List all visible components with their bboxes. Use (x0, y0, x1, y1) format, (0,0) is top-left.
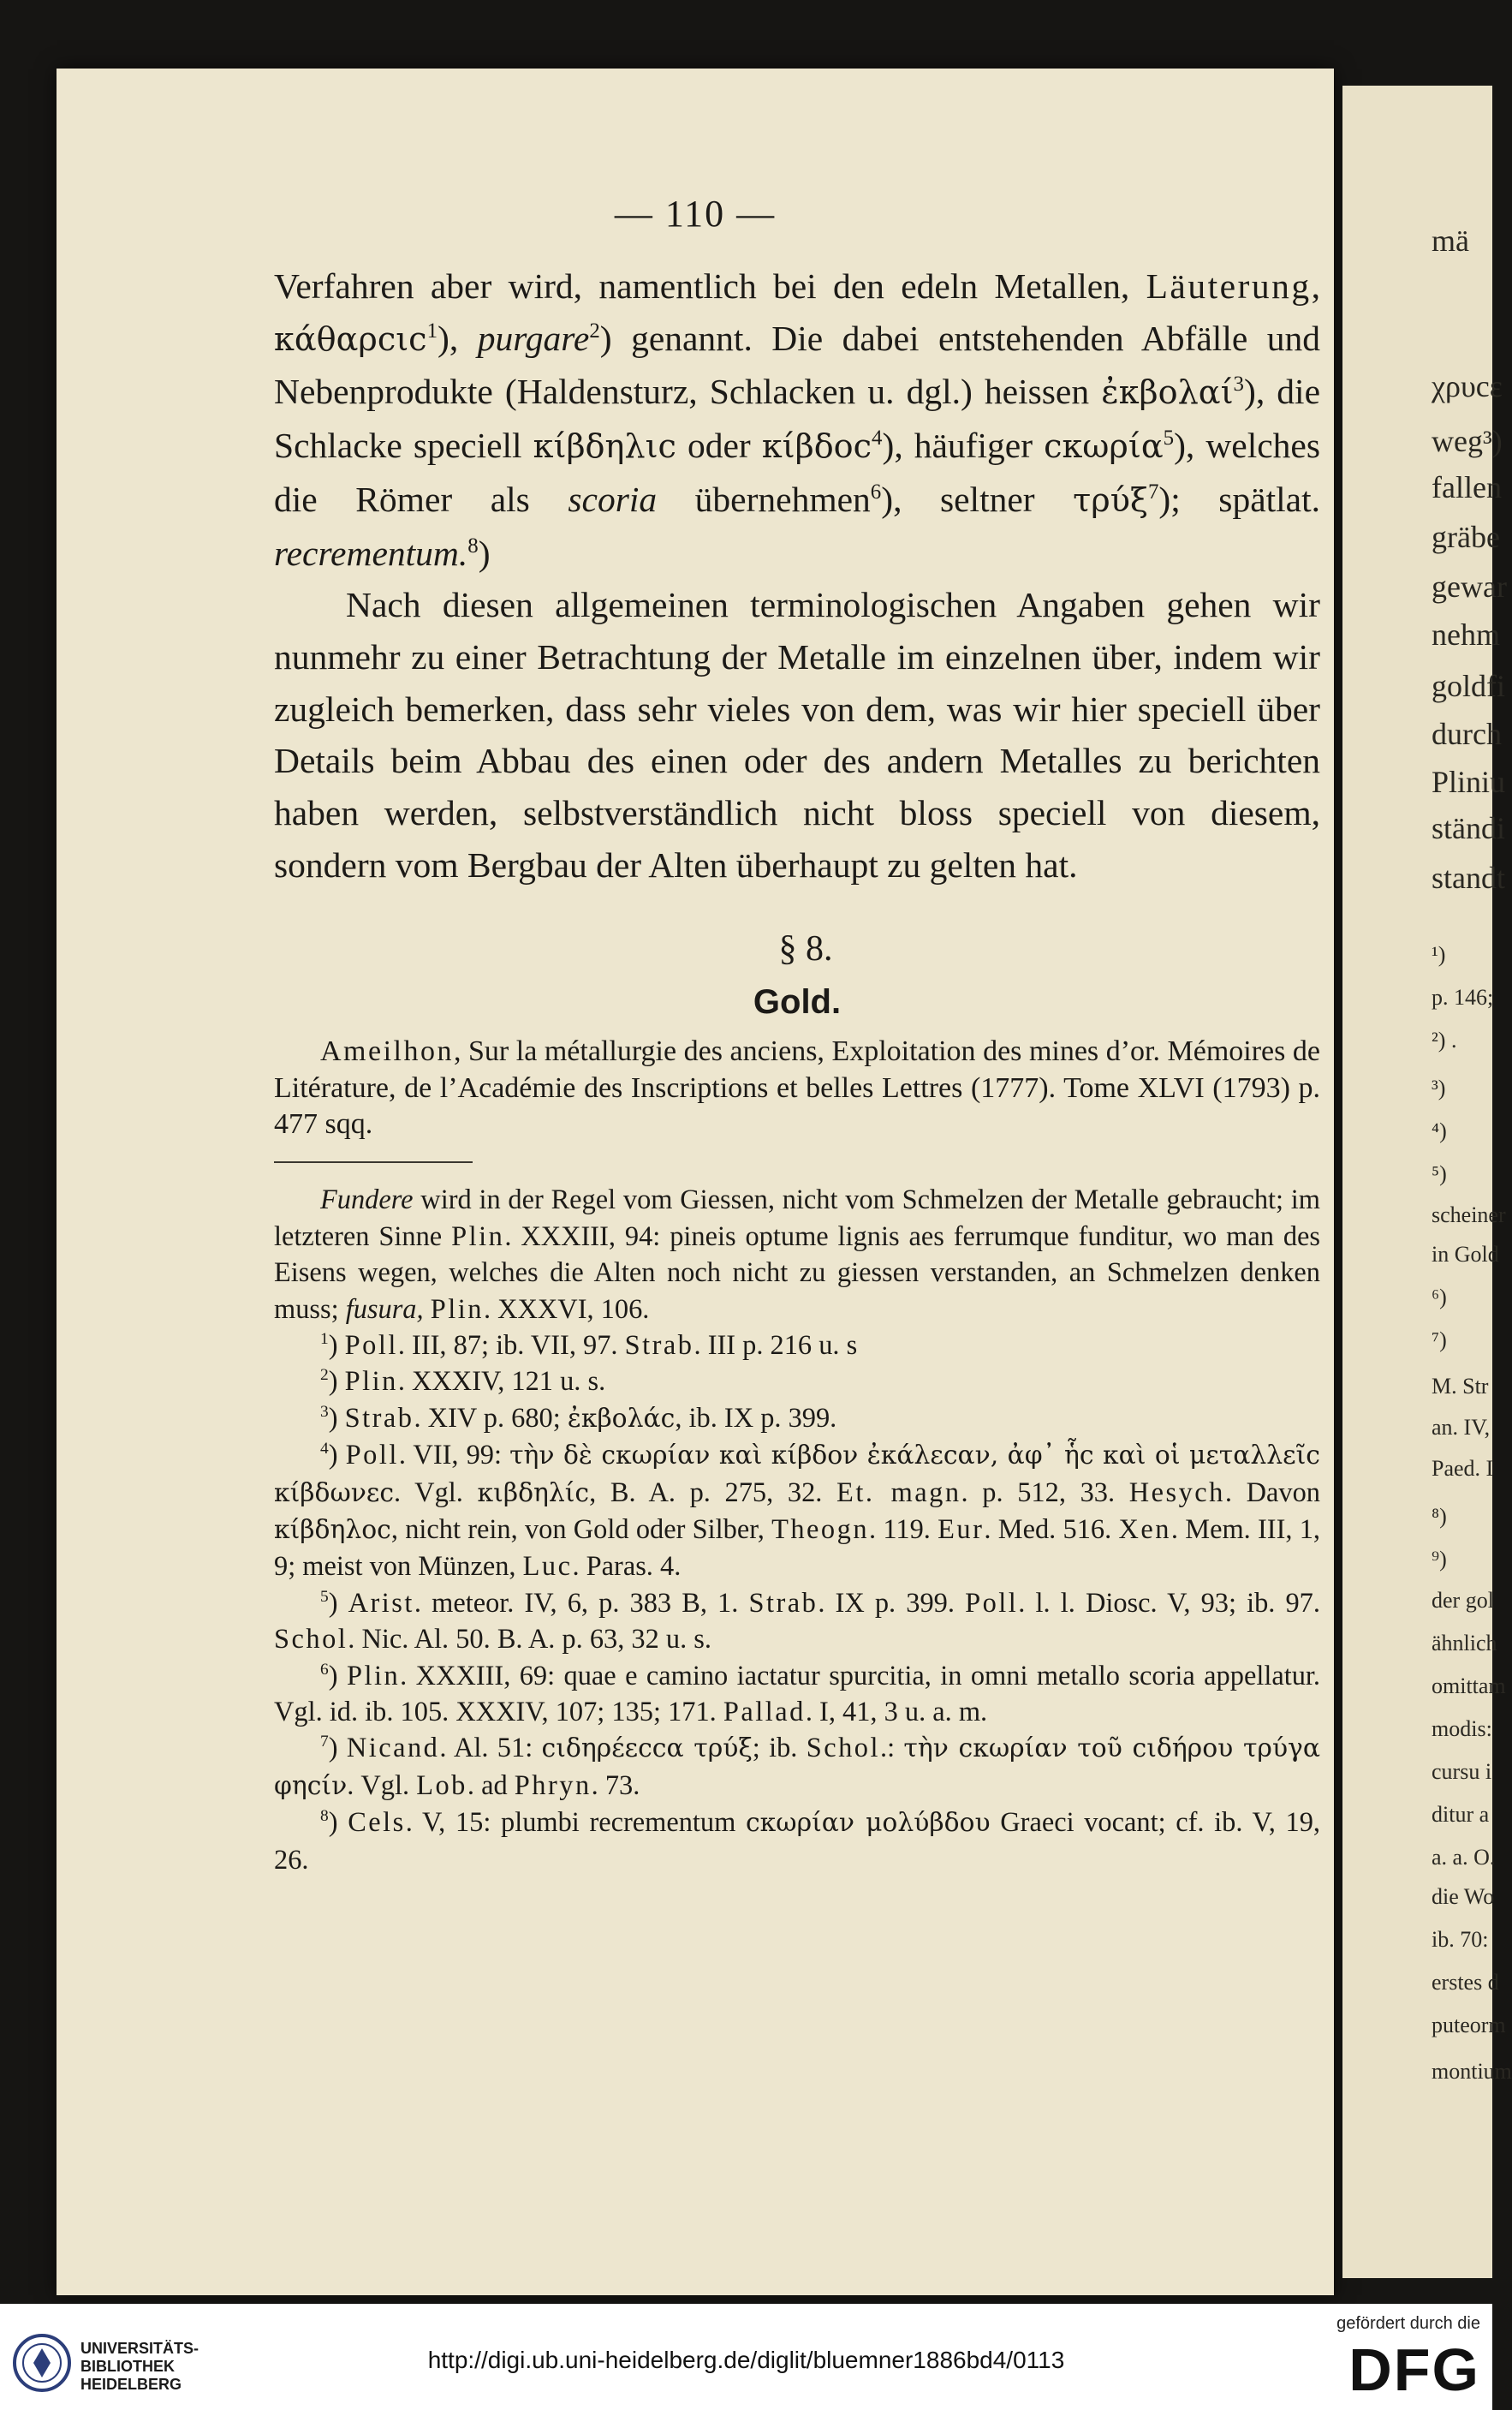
adjacent-page-fragment: gewar (1432, 570, 1507, 604)
adjacent-page-fragment: gräbe (1432, 520, 1500, 554)
adjacent-page-fragment: die Wo (1432, 1884, 1495, 1909)
adjacent-page-fragment: der gol (1432, 1588, 1494, 1613)
adjacent-page-fragment: montium (1432, 2059, 1512, 2084)
footnote: $^3$) Strab. XIV p. 680; ἐκβολάc, ib. IX p. 399. (320, 1402, 837, 1434)
adjacent-page-fragment: ⁶) (1432, 1285, 1447, 1309)
adjacent-page-fragment: nehm (1432, 617, 1500, 652)
adjacent-page-fragment: ³) (1432, 1076, 1446, 1101)
institution-line: UNIVERSITÄTS- (80, 2340, 199, 2357)
footnote: $^7$) Nicand. Al. 51: cιδηρέεccα τρύξ; ib. Schol.: τὴν cκωρίαν τοῦ cιδήρου τρύγα φηcίν. Vgl. Lob. ad Phryn. 73. (274, 1733, 1320, 1801)
adjacent-page-fragment: durch (1432, 717, 1502, 751)
adjacent-page-fragment: in Gold (1432, 1242, 1499, 1267)
footnote: $^6$) Plin. XXXIII, 69: quae e camino iactatur spurcitia, in omni metallo scoria appellatur. Vgl. id. ib. 105. XXXIV, 107; 135; 171. Pallad. I, 41, 3 u. a. m. (274, 1660, 1320, 1728)
adjacent-page-fragment: a. a. O. (1432, 1845, 1496, 1870)
adjacent-page-fragment: scheiner (1432, 1202, 1506, 1227)
footnote: $^5$) Arist. meteor. IV, 6, p. 383 B, 1. Strab. IX p. 399. Poll. l. l. Diosc. V, 93; ib. 97. Schol. Nic. Al. 50. B. A. p. 63, 32 u. s. (274, 1587, 1320, 1655)
adjacent-page-fragment: p. 146; (1432, 985, 1494, 1010)
adjacent-page-fragment: Pliniu (1432, 765, 1506, 799)
adjacent-page-fragment: ib. 70: (1432, 1927, 1489, 1952)
adjacent-page-fragment: ⁵) (1432, 1161, 1447, 1186)
adjacent-page-fragment: ⁹) (1432, 1547, 1447, 1572)
dfg-logo: DFG (1348, 2336, 1480, 2403)
paragraph: Verfahren aber wird, namentlich bei den edeln Metallen, Läuterung, κάθαρcιc$^1$), purgare$^2$) genannt. Die dabei entstehenden Abfälle und Nebenprodukte (Haldensturz, Schlacken u. dgl.) heissen ἐκβολαί$^3$), die Schlacke speciell κίβδηλιc oder κίβδοc$^4$), häufiger cκωρία$^5$), welches die Römer als scoria übernehmen$^6$), seltner τρύξ$^7$); spätlat. recrementum.$^8$) (274, 266, 1321, 573)
paragraph: Nach diesen allgemeinen terminologischen Angaben gehen wir nunmehr zu einer Betrachtung der Metalle im einzelnen über, indem wir zugleich bemerken, dass sehr vieles von dem, was wir hier speciell über Details beim Abbau des einen oder des andern Metalles zu berichten haben werden, selbstverständlich nicht bloss speciell von diesem, sondern vom Bergbau der Alten überhaupt zu gelten hat. (274, 585, 1320, 885)
adjacent-page-fragment: cursu i (1432, 1759, 1492, 1784)
book-page (57, 69, 1334, 2295)
footnote: $^2$) Plin. XXXIV, 121 u. s. (320, 1366, 606, 1398)
adjacent-page-fragment: erstes d (1432, 1970, 1499, 1995)
adjacent-page-fragment: an. IV, (1432, 1415, 1491, 1440)
page-body (274, 260, 1320, 1878)
adjacent-page-fragment: ⁴) (1432, 1119, 1447, 1143)
source-url-link[interactable]: http://digi.ub.uni-heidelberg.de/diglit/bluemner1886bd4/0113 (427, 2347, 1065, 2373)
adjacent-page-fragment: ²) . (1432, 1028, 1457, 1053)
adjacent-page-fragment: χρυcε (1432, 369, 1503, 403)
adjacent-page-fragment: fallen (1432, 470, 1502, 504)
adjacent-page-fragment: ⁷) (1432, 1327, 1447, 1352)
footnote: $^1$) Poll. III, 87; ib. VII, 97. Strab. III p. 216 u. s (320, 1329, 858, 1361)
adjacent-page-fragment: Paed. I (1432, 1456, 1494, 1481)
footnote: $^8$) Cels. V, 15: plumbi recrementum cκωρίαν μολύβδου Graeci vocant; cf. ib. V, 19, 26. (274, 1807, 1321, 1876)
bibliography-reference: Ameilhon, Sur la métallurgie des anciens, Exploitation des mines d’or. Mémoires de Litérature, de l’Académie des Inscriptions et belles Lettres (1777). Tome XLVI (1793) p. 477 sqq. (274, 1035, 1320, 1141)
page-number: — 110 — (614, 193, 777, 235)
adjacent-page-fragment: ⁸) (1432, 1504, 1447, 1529)
footnote-divider (274, 1161, 473, 1163)
footnote-intro: Fundere wird in der Regel vom Giessen, nicht vom Schmelzen der Metalle gebraucht; im letzteren Sinne Plin. XXXIII, 94: pineis optume lignis aes ferrumque funditur, wo man des Eisens wegen, welches die Alten noch nicht zu giessen verstanden, an Schmelzen denken muss; fusura, Plin. XXXVI, 106. (274, 1184, 1320, 1325)
footnotes (274, 1182, 1320, 1878)
adjacent-page-fragment: standt (1432, 861, 1505, 895)
adjacent-page-fragment: M. Str (1432, 1374, 1489, 1399)
adjacent-page-fragment: puteorm (1432, 2013, 1506, 2037)
institution-line: HEIDELBERG (80, 2376, 182, 2393)
adjacent-page-fragment: modis: (1432, 1716, 1492, 1741)
adjacent-page-fragment: omittam (1432, 1673, 1506, 1698)
adjacent-page-fragment: weg³) (1432, 424, 1503, 458)
digitization-footer (0, 2304, 1492, 2410)
adjacent-page-fragment: ¹) (1432, 942, 1446, 967)
institution-line: BIBLIOTHEK (80, 2358, 175, 2375)
adjacent-page-fragment: mä (1432, 224, 1469, 258)
adjacent-page-fragment: ständi (1432, 811, 1505, 845)
section-title: Gold. (753, 983, 842, 1022)
funded-by-label: gefördert durch die (1336, 2314, 1480, 2333)
section-number: § 8. (778, 929, 833, 969)
adjacent-page-fragment: ditur a (1432, 1802, 1490, 1827)
footnote: $^4$) Poll. VII, 99: τὴν δὲ cκωρίαν καὶ κίβδον ἐκάλεcαν, ἀφ᾽ ἧc καὶ οἱ μεταλλεῖc κίβδωνεc. Vgl. κιβδηλίc, B. A. p. 275, 32. Et. magn. p. 512, 33. Hesych. Davon κίβδηλοc, nicht rein, von Gold oder Silber, Theogn. 119. Eur. Med. 516. Xen. Mem. III, 1, 9; meist von Münzen, Luc. Paras. 4. (274, 1440, 1321, 1583)
adjacent-page-fragment: goldfi (1432, 669, 1505, 703)
adjacent-page-fragment: ähnlich (1432, 1631, 1497, 1655)
